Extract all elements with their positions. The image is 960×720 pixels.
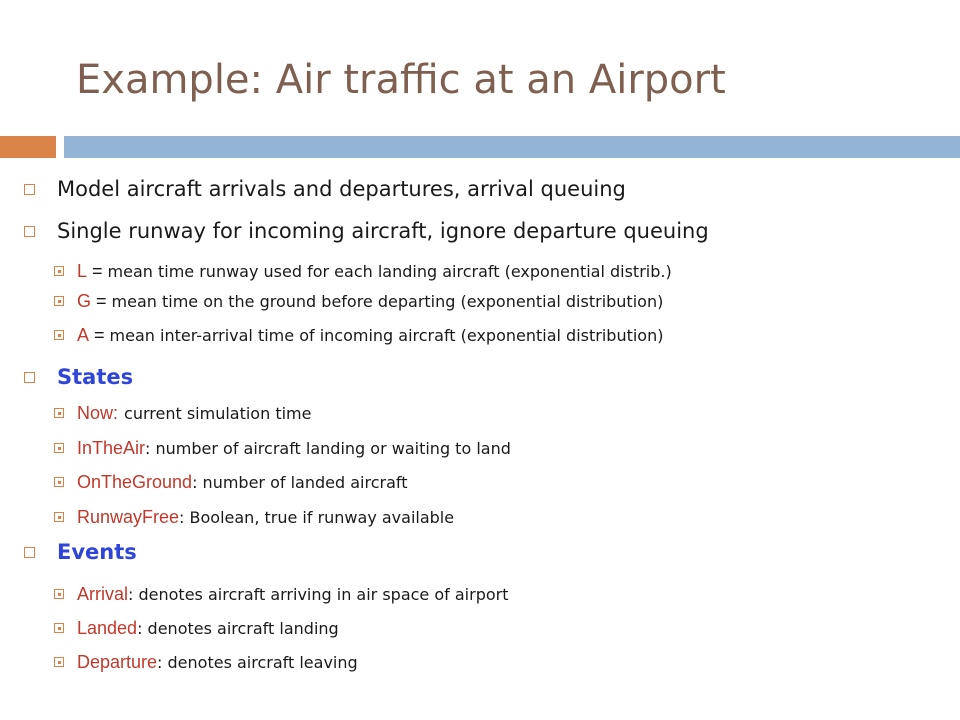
state-desc: : number of landed aircraft [192, 472, 408, 492]
state-term: Now: [77, 402, 119, 423]
state-in-the-air [54, 435, 511, 461]
param-equals: = [91, 290, 112, 311]
param-desc: mean inter-arrival time of incoming aircraft (exponential distribution) [109, 325, 664, 345]
event-term: Departure [77, 651, 158, 672]
square-bullet-icon [24, 547, 35, 558]
param-l [54, 258, 672, 284]
param-term: G [77, 290, 92, 311]
state-desc: current simulation time [124, 403, 312, 423]
param-a [54, 322, 663, 348]
event-departure [54, 649, 358, 675]
bullet-single-runway [24, 216, 709, 246]
events-heading [24, 537, 137, 567]
square-bullet-icon [24, 372, 35, 383]
square-dot-bullet-icon [54, 266, 64, 276]
square-bullet-icon [24, 226, 35, 237]
state-runway-free [54, 504, 454, 530]
square-dot-bullet-icon [54, 589, 64, 599]
states-heading-text: States [57, 365, 134, 389]
event-arrival [54, 581, 509, 607]
square-bullet-icon [24, 184, 35, 195]
state-term: RunwayFree [77, 506, 180, 527]
bullet-text: Single runway for incoming aircraft, ignore departure queuing [57, 219, 709, 243]
square-dot-bullet-icon [54, 623, 64, 633]
bullet-model-arrivals [24, 174, 626, 204]
event-term: Arrival [77, 583, 129, 604]
param-term: A [77, 324, 90, 345]
bullet-text: Model aircraft arrivals and departures, arrival queuing [57, 177, 626, 201]
states-heading [24, 362, 133, 392]
param-equals: = [87, 260, 108, 281]
square-dot-bullet-icon [54, 296, 64, 306]
param-desc: mean time on the ground before departing (exponential distribution) [111, 291, 664, 311]
events-heading-text: Events [57, 540, 137, 564]
param-g [54, 288, 663, 314]
state-now [54, 400, 311, 426]
square-dot-bullet-icon [54, 477, 64, 487]
event-desc: : denotes aircraft arriving in air space of airport [128, 584, 509, 604]
square-dot-bullet-icon [54, 657, 64, 667]
event-desc: : denotes aircraft landing [137, 618, 339, 638]
square-dot-bullet-icon [54, 408, 64, 418]
square-dot-bullet-icon [54, 512, 64, 522]
square-dot-bullet-icon [54, 443, 64, 453]
square-dot-bullet-icon [54, 330, 64, 340]
param-term: L [77, 260, 88, 281]
slide-title: Example: Air traffic at an Airport [76, 57, 726, 103]
state-desc: : Boolean, true if runway available [179, 507, 455, 527]
param-equals: = [89, 324, 110, 345]
param-desc: mean time runway used for each landing aircraft (exponential distrib.) [107, 261, 672, 281]
event-landed [54, 615, 339, 641]
event-term: Landed [77, 617, 138, 638]
event-desc: : denotes aircraft leaving [157, 652, 358, 672]
state-term: OnTheGround [77, 471, 193, 492]
state-on-the-ground [54, 469, 408, 495]
state-desc: : number of aircraft landing or waiting to land [145, 438, 511, 458]
state-term: InTheAir [77, 437, 146, 458]
